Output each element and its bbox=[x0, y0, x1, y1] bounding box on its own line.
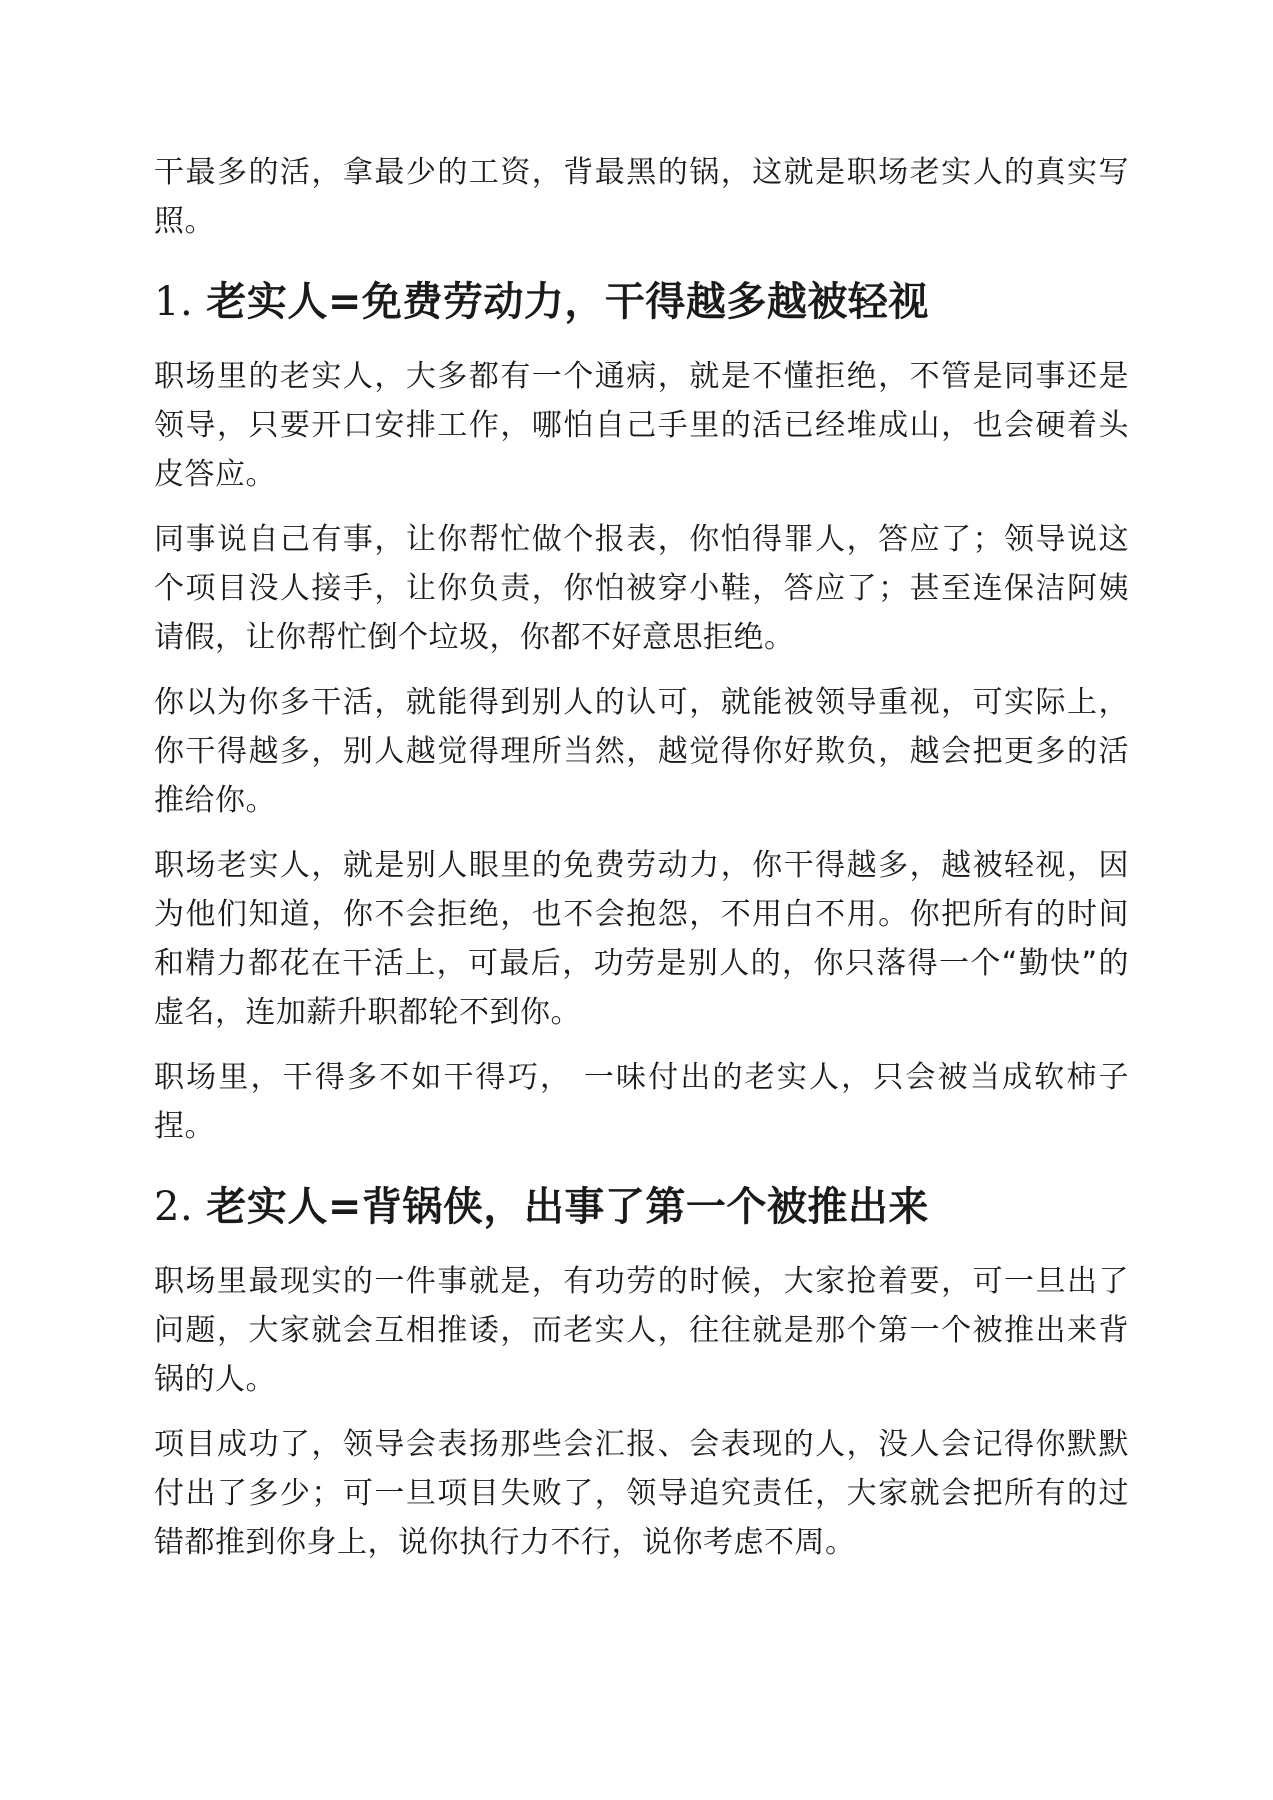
section-1-paragraph-3: 你以为你多干活，就能得到别人的认可，就能被领导重视，可实际上，你干得越多，别人越觉得理所当然，越觉得你好欺负，越会把更多的活推给你。 bbox=[154, 685, 1129, 818]
section-2-paragraph-1: 职场里最现实的一件事就是，有功劳的时候，大家抢着要，可一旦出了问题，大家就会互相推诿，而老实人，往往就是那个第一个被推出来背锅的人。 bbox=[154, 1264, 1129, 1397]
section-1-title: 老实人=免费劳动力，干得越多越被轻视 bbox=[206, 279, 929, 325]
article bbox=[154, 148, 1129, 1583]
section-2-paragraph-2: 项目成功了，领导会表扬那些会汇报、会表现的人，没人会记得你默默付出了多少；可一旦项目失败了，领导追究责任，大家就会把所有的过错都推到你身上，说你执行力不行，说你考虑不周。 bbox=[154, 1427, 1129, 1560]
section-1-paragraph-2: 同事说自己有事，让你帮忙做个报表，你怕得罪人，答应了；领导说这个项目没人接手，让你负责，你怕被穿小鞋，答应了；甚至连保洁阿姨请假，让你帮忙倒个垃圾，你都不好意思拒绝。 bbox=[154, 522, 1129, 655]
section-1-paragraph-1: 职场里的老实人，大多都有一个通病，就是不懂拒绝，不管是同事还是领导，只要开口安排工作，哪怕自己手里的活已经堆成山，也会硬着头皮答应。 bbox=[154, 359, 1129, 492]
section-1-heading bbox=[154, 274, 1129, 330]
section-1-number: 1. bbox=[154, 279, 207, 325]
intro-paragraph: 干最多的活，拿最少的工资，背最黑的锅，这就是职场老实人的真实写照。 bbox=[154, 155, 1129, 239]
section-2-heading bbox=[154, 1179, 1129, 1235]
section-2-number: 2. bbox=[154, 1184, 207, 1230]
section-1-paragraph-5: 职场里，干得多不如干得巧， 一味付出的老实人，只会被当成软柿子捏。 bbox=[154, 1060, 1129, 1144]
section-1-paragraph-4: 职场老实人，就是别人眼里的免费劳动力，你干得越多，越被轻视，因为他们知道，你不会拒绝，也不会抱怨，不用白不用。你把所有的时间和精力都花在干活上，可最后，功劳是别人的，你只落得一个“勤快”的虚名，连加薪升职都轮不到你。 bbox=[154, 848, 1129, 1030]
section-2-title: 老实人=背锅侠，出事了第一个被推出来 bbox=[206, 1184, 929, 1230]
